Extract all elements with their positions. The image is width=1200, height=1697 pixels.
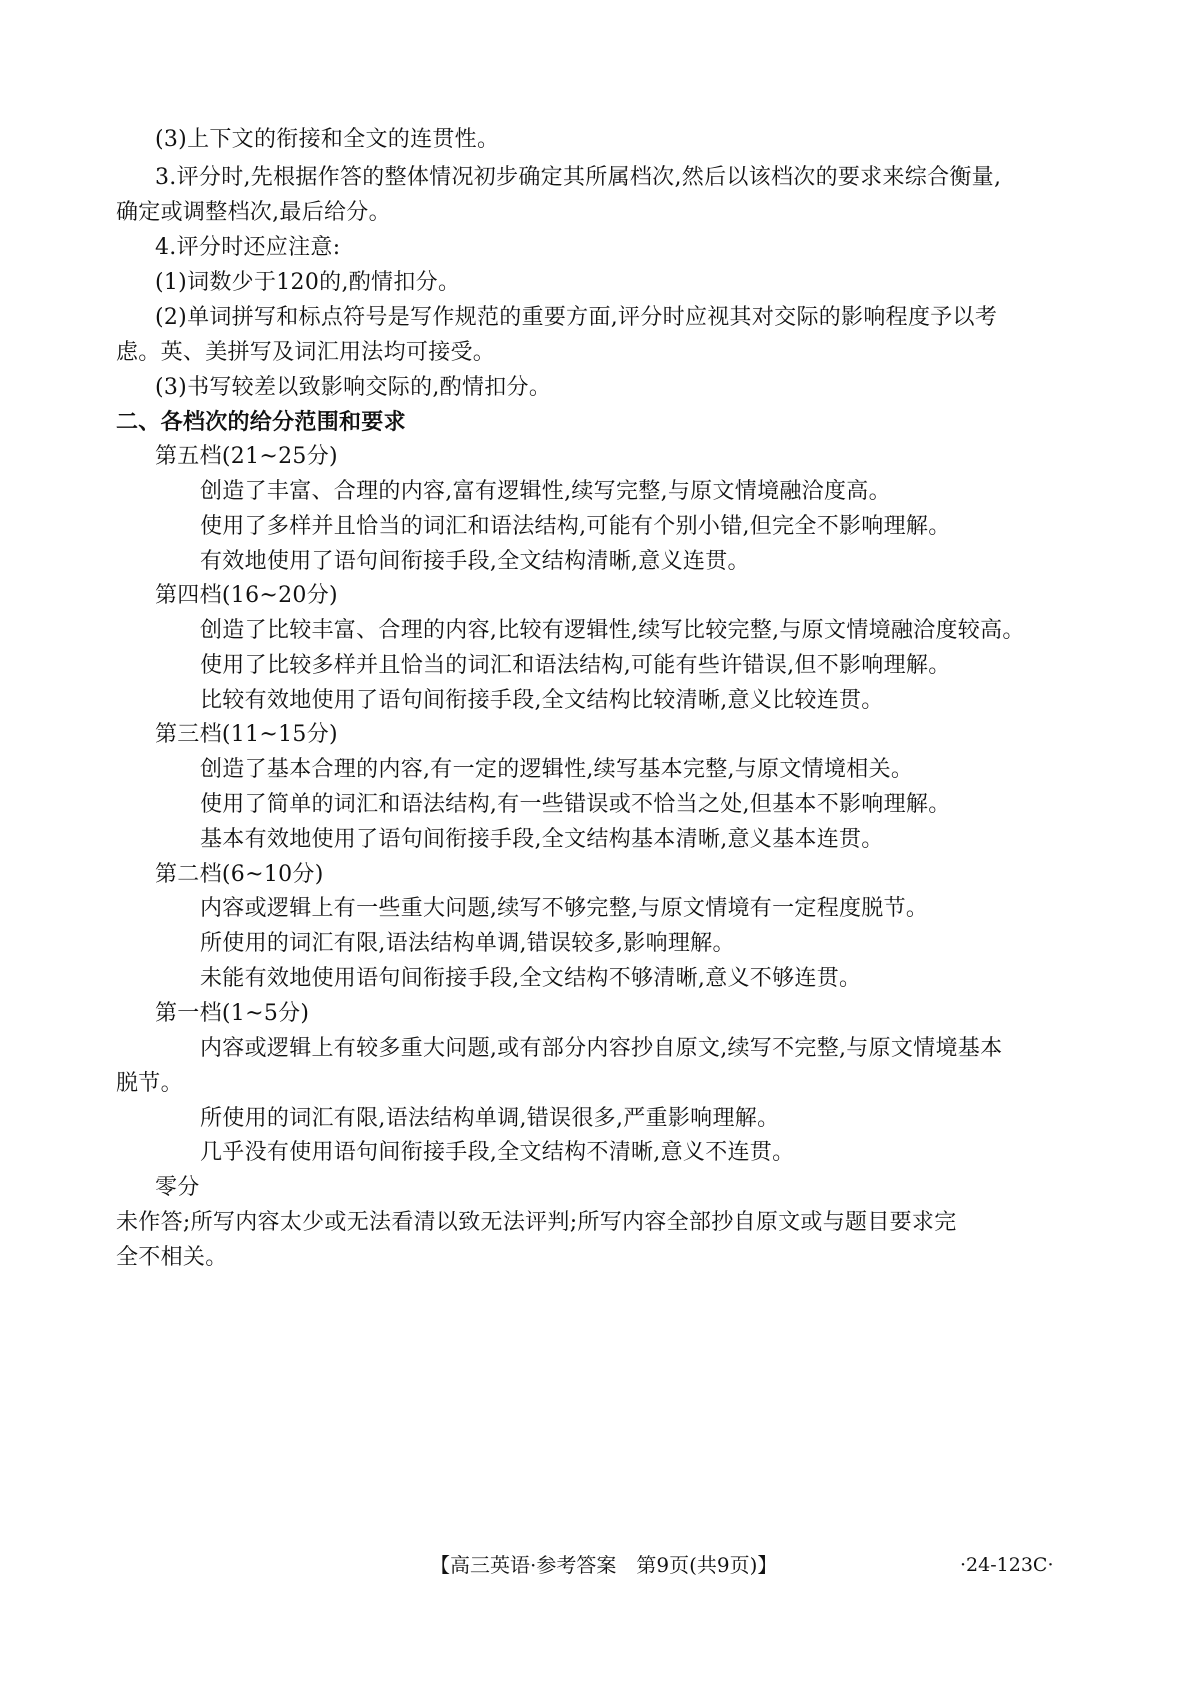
level-5-content: 创造了丰富、合理的内容,富有逻辑性,续写完整,与原文情境融洽度高。	[200, 479, 891, 504]
level-1-content-cont: 脱节。	[116, 1071, 183, 1096]
note-word-count: (1)词数少于120的,酌情扣分。	[155, 270, 461, 295]
zero-title: 零分	[155, 1175, 200, 1200]
scoring-step-4: 4.评分时还应注意:	[155, 235, 341, 260]
level-5-cohesion: 有效地使用了语句间衔接手段,全文结构清晰,意义连贯。	[200, 549, 750, 574]
level-3-title: 第三档(11~15分)	[155, 722, 338, 747]
zero-criteria: 未作答;所写内容太少或无法看清以致无法评判;所写内容全部抄自原文或与题目要求完	[116, 1210, 957, 1235]
scoring-step-3-cont: 确定或调整档次,最后给分。	[116, 200, 391, 225]
note-spelling: (2)单词拼写和标点符号是写作规范的重要方面,评分时应视其对交际的影响程度予以考	[155, 305, 998, 330]
level-1-language: 所使用的词汇有限,语法结构单调,错误很多,严重影响理解。	[200, 1106, 780, 1131]
criterion-coherence: (3)上下文的衔接和全文的连贯性。	[155, 127, 500, 152]
level-5-language: 使用了多样并且恰当的词汇和语法结构,可能有个别小错,但完全不影响理解。	[200, 514, 951, 539]
note-spelling-cont: 虑。英、美拼写及词汇用法均可接受。	[116, 340, 496, 365]
level-2-language: 所使用的词汇有限,语法结构单调,错误较多,影响理解。	[200, 931, 735, 956]
level-4-language: 使用了比较多样并且恰当的词汇和语法结构,可能有些许错误,但不影响理解。	[200, 653, 951, 678]
page-footer: 【高三英语·参考答案 第9页(共9页)】	[430, 1553, 778, 1577]
section-heading: 二、各档次的给分范围和要求	[116, 409, 406, 435]
level-3-language: 使用了简单的词汇和语法结构,有一些错误或不恰当之处,但基本不影响理解。	[200, 792, 951, 817]
level-3-cohesion: 基本有效地使用了语句间衔接手段,全文结构基本清晰,意义基本连贯。	[200, 827, 884, 852]
scoring-step-3: 3.评分时,先根据作答的整体情况初步确定其所属档次,然后以该档次的要求来综合衡量,	[155, 165, 1002, 190]
level-1-title: 第一档(1~5分)	[155, 1001, 310, 1026]
zero-criteria-cont: 全不相关。	[116, 1245, 228, 1270]
document-code: ·24-123C·	[960, 1554, 1054, 1576]
level-2-cohesion: 未能有效地使用语句间衔接手段,全文结构不够清晰,意义不够连贯。	[200, 966, 862, 991]
level-3-content: 创造了基本合理的内容,有一定的逻辑性,续写基本完整,与原文情境相关。	[200, 757, 914, 782]
note-handwriting: (3)书写较差以致影响交际的,酌情扣分。	[155, 375, 552, 400]
level-2-title: 第二档(6~10分)	[155, 862, 324, 887]
level-4-title: 第四档(16~20分)	[155, 583, 338, 608]
level-4-content: 创造了比较丰富、合理的内容,比较有逻辑性,续写比较完整,与原文情境融洽度较高。	[200, 618, 1025, 643]
level-2-content: 内容或逻辑上有一些重大问题,续写不够完整,与原文情境有一定程度脱节。	[200, 896, 929, 921]
level-1-content: 内容或逻辑上有较多重大问题,或有部分内容抄自原文,续写不完整,与原文情境基本	[200, 1036, 1003, 1061]
level-1-cohesion: 几乎没有使用语句间衔接手段,全文结构不清晰,意义不连贯。	[200, 1140, 795, 1165]
level-5-title: 第五档(21~25分)	[155, 444, 338, 469]
level-4-cohesion: 比较有效地使用了语句间衔接手段,全文结构比较清晰,意义比较连贯。	[200, 688, 884, 713]
